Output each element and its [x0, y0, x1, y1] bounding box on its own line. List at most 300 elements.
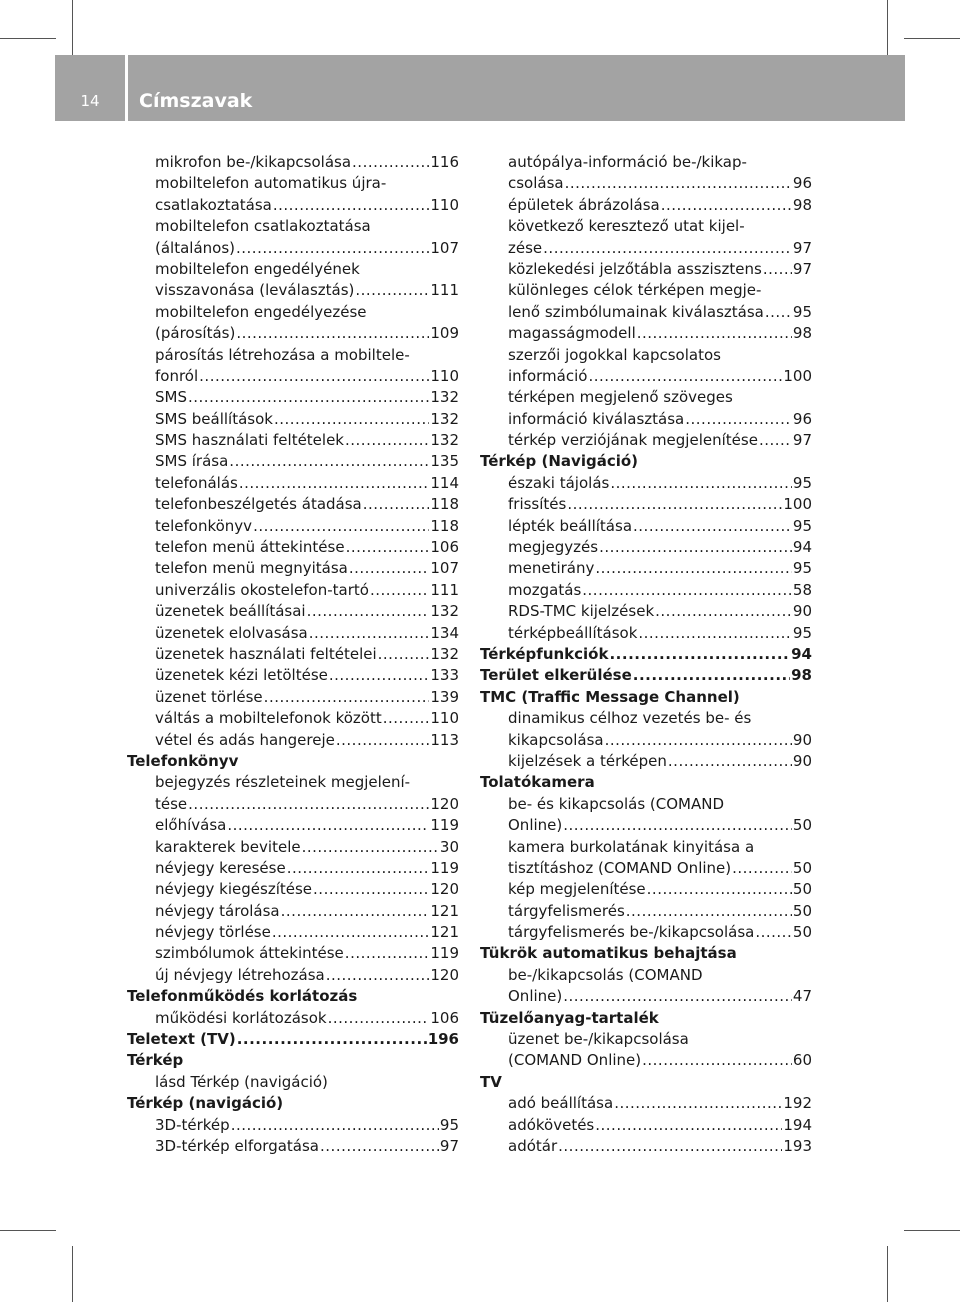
- page-ref: 120: [430, 965, 459, 984]
- dot-leader: [352, 152, 429, 173]
- index-entry: [480, 409, 812, 430]
- index-entry: [127, 708, 459, 729]
- dot-leader: [274, 409, 429, 430]
- page-ref: 96: [792, 409, 812, 428]
- entry-text: térképbeállítások: [508, 623, 638, 642]
- page-ref: 50: [792, 858, 812, 877]
- page-ref: 58: [792, 580, 812, 599]
- entry-text: (COMAND Online): [508, 1051, 642, 1070]
- entry-text: kép megjelenítése: [508, 880, 646, 899]
- dot-leader: [755, 922, 792, 943]
- entry-text: Telefonműködés korlátozás: [127, 987, 358, 1006]
- index-entry: [127, 494, 459, 515]
- entry-text: telefonálás: [155, 473, 238, 492]
- index-entry: [480, 879, 812, 900]
- page-ref: 116: [430, 153, 459, 171]
- index-entry: [480, 537, 812, 558]
- entry-text: információ kiválasztása: [508, 409, 685, 428]
- page-ref: 134: [430, 623, 459, 642]
- dot-leader: [609, 644, 790, 665]
- entry-text: Térképfunkciók: [480, 644, 609, 663]
- page-ref: 90: [792, 751, 812, 770]
- entry-text: megjegyzés: [508, 538, 599, 557]
- dot-leader: [378, 644, 430, 665]
- index-entry: [127, 238, 459, 259]
- dot-leader: [237, 1029, 427, 1050]
- dot-leader: [642, 1050, 792, 1071]
- entry-text: adótár: [508, 1136, 558, 1155]
- entry-text: kijelzések a térképen: [508, 751, 667, 770]
- entry-text: szimbólumok áttekintése: [155, 944, 344, 963]
- page-number: 14: [80, 92, 100, 110]
- page-ref: 119: [430, 816, 459, 835]
- index-entry: [127, 1136, 459, 1157]
- index-entry: [480, 430, 812, 451]
- index-heading: [480, 451, 812, 472]
- entry-text: Tüzelőanyag-tartalék: [480, 1008, 659, 1027]
- dot-leader: [264, 687, 430, 708]
- entry-text: lépték beállítása: [508, 516, 633, 535]
- page-ref: 120: [430, 880, 459, 899]
- entry-text: adó beállítása: [508, 1094, 614, 1113]
- entry-text: SMS használati feltételek: [155, 431, 344, 450]
- entry-text: mikrofon be-/kikapcsolása: [155, 153, 352, 171]
- index-heading: [480, 1072, 812, 1093]
- dot-leader: [565, 173, 792, 194]
- dot-leader: [329, 665, 429, 686]
- crop-mark: [0, 38, 56, 39]
- entry-text: Tolatókamera: [480, 773, 595, 792]
- index-entry: [480, 1115, 812, 1136]
- entry-text: mobiltelefon csatlakoztatása: [155, 217, 371, 236]
- page-ref: 110: [430, 195, 459, 214]
- dot-leader: [188, 794, 429, 815]
- entry-text: magasságmodell: [508, 324, 636, 343]
- dot-leader: [647, 879, 792, 900]
- index-entry: [127, 173, 459, 194]
- entry-text: visszavonása (leválasztás): [155, 281, 355, 300]
- index-entry: [127, 965, 459, 986]
- crop-mark: [904, 38, 960, 39]
- index-heading: [127, 1029, 459, 1050]
- index-entry: [480, 601, 812, 622]
- index-entry: [480, 708, 812, 729]
- index-entry: [480, 751, 812, 772]
- index-entry: [127, 409, 459, 430]
- entry-text: SMS: [155, 388, 187, 407]
- index-entry: [127, 216, 459, 237]
- page-ref: 95: [792, 623, 812, 642]
- entry-text: telefonbeszélgetés átadása: [155, 495, 362, 514]
- entry-text: működési korlátozások: [155, 1008, 327, 1027]
- entry-text: váltás a mobiltelefonok között: [155, 709, 382, 728]
- dot-leader: [313, 879, 429, 900]
- crop-mark: [887, 0, 888, 56]
- entry-text: szerzői jogokkal kapcsolatos: [508, 345, 721, 364]
- index-entry: [127, 195, 459, 216]
- index-entry: [480, 815, 812, 836]
- dot-leader: [345, 943, 430, 964]
- dot-leader: [685, 409, 792, 430]
- index-entry: [480, 580, 812, 601]
- entry-text: menetirány: [508, 559, 595, 578]
- entry-text: Telefonkönyv: [127, 751, 239, 770]
- entry-text: mobiltelefon engedélyének: [155, 259, 360, 278]
- index-heading: [480, 665, 812, 686]
- index-entry: [127, 623, 459, 644]
- dot-leader: [605, 730, 792, 751]
- dot-leader: [309, 623, 430, 644]
- page-ref: 47: [792, 987, 812, 1006]
- index-entry: [127, 473, 459, 494]
- dot-leader: [599, 537, 792, 558]
- index-entry: [127, 665, 459, 686]
- index-column-right: [480, 152, 812, 1157]
- page-ref: 90: [792, 730, 812, 749]
- dot-leader: [626, 901, 792, 922]
- index-entry: [127, 387, 459, 408]
- entry-text: tárgyfelismerés be-/kikapcsolása: [508, 923, 755, 942]
- index-entry: [127, 687, 459, 708]
- entry-text: SMS írása: [155, 452, 229, 471]
- index-entry: [127, 430, 459, 451]
- index-entry: [127, 943, 459, 964]
- dot-leader: [355, 280, 429, 301]
- crop-mark: [887, 1246, 888, 1302]
- dot-leader: [588, 366, 782, 387]
- dot-leader: [281, 901, 430, 922]
- page-ref: 119: [430, 944, 459, 963]
- index-entry: [480, 259, 812, 280]
- index-entry: [480, 901, 812, 922]
- entry-text: épületek ábrázolása: [508, 195, 660, 214]
- dot-leader: [328, 1008, 430, 1029]
- page-ref: 60: [792, 1051, 812, 1070]
- index-entry: [480, 1050, 812, 1071]
- entry-text: üzenet be-/kikapcsolása: [508, 1030, 689, 1049]
- entry-text: 3D-térkép: [155, 1115, 230, 1134]
- entry-text: csatlakoztatása: [155, 195, 272, 214]
- index-entry: [127, 323, 459, 344]
- entry-text: telefonkönyv: [155, 516, 253, 535]
- page-ref: 50: [792, 816, 812, 835]
- entry-text: dinamikus célhoz vezetés be- és: [508, 709, 752, 728]
- page-ref: 121: [430, 901, 459, 920]
- entry-text: karakterek bevitele: [155, 837, 301, 856]
- page-ref: 98: [792, 324, 812, 343]
- entry-text: lenő szimbólumainak kiválasztása: [508, 302, 764, 321]
- index-entry: [127, 858, 459, 879]
- page-ref: 132: [430, 388, 459, 407]
- dot-leader: [633, 665, 790, 686]
- dot-leader: [543, 238, 792, 259]
- index-entry: [480, 238, 812, 259]
- page-ref: 192: [783, 1094, 812, 1113]
- entry-text: fonról: [155, 366, 199, 385]
- dot-leader: [595, 558, 792, 579]
- page-ref: 106: [430, 1008, 459, 1027]
- entry-text: kamera burkolatának kinyitása a: [508, 837, 755, 856]
- page-ref: 111: [430, 281, 459, 300]
- dot-leader: [272, 922, 430, 943]
- entry-text: telefon menü áttekintése: [155, 538, 345, 557]
- page-ref: 97: [439, 1136, 459, 1155]
- page-ref: 107: [430, 559, 459, 578]
- entry-text: Online): [508, 987, 563, 1006]
- index-heading: [127, 1093, 459, 1114]
- page-header: [55, 55, 905, 121]
- page-ref: 110: [430, 709, 459, 728]
- page-ref: 109: [430, 324, 459, 343]
- entry-text: üzenetek használati feltételei: [155, 644, 377, 663]
- index-entry: [480, 345, 812, 366]
- entry-text: üzenetek kézi letöltése: [155, 666, 328, 685]
- dot-leader: [236, 323, 429, 344]
- index-heading: [127, 986, 459, 1007]
- page-ref: 132: [430, 644, 459, 663]
- index-entry: [127, 644, 459, 665]
- page-ref: 95: [792, 473, 812, 492]
- dot-leader: [661, 195, 792, 216]
- page-ref: 121: [430, 923, 459, 942]
- page-ref: 132: [430, 431, 459, 450]
- index-entry: [127, 837, 459, 858]
- entry-text: RDS-TMC kijelzések: [508, 602, 655, 621]
- index-entry: [127, 580, 459, 601]
- entry-text: mozgatás: [508, 580, 582, 599]
- dot-leader: [759, 430, 792, 451]
- index-heading: [480, 772, 812, 793]
- dot-leader: [320, 1136, 439, 1157]
- entry-text: be-/kikapcsolás (COMAND: [508, 965, 703, 984]
- index-entry: [127, 794, 459, 815]
- page-ref: 98: [792, 195, 812, 214]
- crop-mark: [72, 0, 73, 56]
- page-ref: 97: [792, 259, 812, 278]
- entry-text: északi tájolás: [508, 473, 610, 492]
- page-ref: 50: [792, 880, 812, 899]
- index-entry: [127, 1008, 459, 1029]
- entry-text: Tükrök automatikus behajtása: [480, 944, 737, 963]
- index-heading: [480, 943, 812, 964]
- index-entry: [127, 152, 459, 173]
- entry-text: bejegyzés részleteinek megjelení-: [155, 773, 411, 792]
- entry-text: névjegy keresése: [155, 858, 286, 877]
- page-ref: 113: [430, 730, 459, 749]
- dot-leader: [307, 601, 430, 622]
- page-ref: 114: [430, 473, 459, 492]
- entry-text: csolása: [508, 174, 564, 193]
- page-ref: 100: [783, 366, 812, 385]
- index-heading: [127, 751, 459, 772]
- header-divider: [125, 55, 128, 121]
- dot-leader: [346, 537, 430, 558]
- dot-leader: [273, 195, 430, 216]
- page-ref: 111: [430, 580, 459, 599]
- dot-leader: [567, 494, 782, 515]
- entry-text: tése: [155, 794, 188, 813]
- index-entry: [127, 558, 459, 579]
- page-ref: 118: [430, 495, 459, 514]
- index-column-left: [127, 152, 459, 1157]
- dot-leader: [345, 430, 429, 451]
- entry-text: Térkép: [127, 1051, 184, 1070]
- page-title: Címszavak: [139, 90, 253, 112]
- index-entry: [480, 473, 812, 494]
- page-ref: 133: [430, 666, 459, 685]
- entry-text: Terület elkerülése: [480, 666, 632, 685]
- dot-leader: [383, 708, 430, 729]
- dot-leader: [229, 451, 429, 472]
- index-entry: [127, 879, 459, 900]
- dot-leader: [595, 1115, 782, 1136]
- index-entry: [480, 986, 812, 1007]
- index-entry: [480, 516, 812, 537]
- index-entry: [480, 152, 812, 173]
- crop-mark: [72, 1246, 73, 1302]
- page-ref: 120: [430, 794, 459, 813]
- page-ref: 95: [792, 559, 812, 578]
- dot-leader: [236, 238, 429, 259]
- index-entry: [480, 366, 812, 387]
- page-ref: 95: [792, 302, 812, 321]
- entry-text: 3D-térkép elforgatása: [155, 1136, 320, 1155]
- dot-leader: [239, 473, 430, 494]
- dot-leader: [287, 858, 430, 879]
- entry-text: Teletext (TV): [127, 1030, 236, 1049]
- page-ref: 97: [792, 431, 812, 450]
- index-entry: [127, 345, 459, 366]
- index-entry: [480, 965, 812, 986]
- dot-leader: [610, 473, 792, 494]
- page-ref: 98: [791, 666, 812, 685]
- index-entry: [480, 216, 812, 237]
- entry-text: vétel és adás hangereje: [155, 730, 335, 749]
- dot-leader: [582, 580, 792, 601]
- entry-text: tisztításhoz (COMAND Online): [508, 858, 732, 877]
- entry-text: névjegy tárolása: [155, 901, 280, 920]
- dot-leader: [370, 580, 429, 601]
- page-ref: 30: [439, 837, 459, 856]
- index-entry: [127, 922, 459, 943]
- dot-leader: [227, 815, 429, 836]
- entry-text: be- és kikapcsolás (COMAND: [508, 794, 725, 813]
- index-entry: [480, 1136, 812, 1157]
- index-entry: [480, 794, 812, 815]
- dot-leader: [188, 387, 429, 408]
- index-entry: [480, 922, 812, 943]
- index-entry: [127, 772, 459, 793]
- index-entry: [480, 302, 812, 323]
- page-ref: 107: [430, 238, 459, 257]
- entry-text: adókövetés: [508, 1115, 595, 1134]
- page-ref: 132: [430, 409, 459, 428]
- index-entry: [480, 195, 812, 216]
- entry-text: következő keresztező utat kijel-: [508, 217, 745, 236]
- entry-text: kikapcsolása: [508, 730, 604, 749]
- dot-leader: [231, 1115, 439, 1136]
- dot-leader: [253, 516, 429, 537]
- dot-leader: [326, 965, 430, 986]
- page-ref: 193: [783, 1136, 812, 1155]
- page-ref: 106: [430, 538, 459, 557]
- index-entry: [480, 494, 812, 515]
- index-entry: [480, 280, 812, 301]
- index-entry: [127, 601, 459, 622]
- dot-leader: [633, 516, 792, 537]
- entry-text: zése: [508, 238, 543, 257]
- index-heading: [480, 644, 812, 665]
- entry-text: mobiltelefon automatikus újra-: [155, 174, 387, 193]
- entry-text: közlekedési jelzőtábla asszisztens: [508, 259, 762, 278]
- page-ref: 94: [792, 538, 812, 557]
- entry-text: autópálya-információ be-/kikap-: [508, 153, 747, 171]
- index-entry: [480, 1093, 812, 1114]
- index-heading: [480, 1008, 812, 1029]
- entry-text: üzenetek elolvasása: [155, 623, 308, 642]
- index-entry: [127, 901, 459, 922]
- entry-text: Térkép (navigáció): [127, 1094, 284, 1113]
- index-heading: [127, 1050, 459, 1071]
- page-ref: 90: [792, 602, 812, 621]
- dot-leader: [638, 623, 792, 644]
- page-ref: 95: [439, 1115, 459, 1134]
- entry-text: (párosítás): [155, 324, 236, 343]
- dot-leader: [763, 259, 792, 280]
- dot-leader: [558, 1136, 782, 1157]
- index-entry: [127, 366, 459, 387]
- index-heading: [480, 687, 812, 708]
- index-entry: [480, 837, 812, 858]
- page-ref: 50: [792, 923, 812, 942]
- index-entry: [127, 537, 459, 558]
- dot-leader: [336, 730, 429, 751]
- index-entry: [127, 730, 459, 751]
- index-entry: [480, 1029, 812, 1050]
- entry-text: tárgyfelismerés: [508, 901, 625, 920]
- entry-text: SMS beállítások: [155, 409, 273, 428]
- page-ref: 135: [430, 452, 459, 471]
- entry-text: Térkép (Navigáció): [480, 452, 639, 471]
- page-ref: 110: [430, 366, 459, 385]
- entry-text: előhívása: [155, 816, 227, 835]
- entry-text: lásd Térkép (navigáció): [155, 1072, 328, 1091]
- entry-text: névjegy törlése: [155, 923, 271, 942]
- entry-text: üzenetek beállításai: [155, 602, 306, 621]
- index-entry: [480, 558, 812, 579]
- dot-leader: [655, 601, 792, 622]
- entry-text: névjegy kiegészítése: [155, 880, 313, 899]
- dot-leader: [668, 751, 792, 772]
- entry-text: különleges célok térképen megje-: [508, 281, 762, 300]
- page-ref: 119: [430, 858, 459, 877]
- entry-text: párosítás létrehozása a mobiltele-: [155, 345, 410, 364]
- entry-text: információ: [508, 366, 588, 385]
- page-ref: 196: [427, 1030, 459, 1049]
- index-entry: [127, 1115, 459, 1136]
- index-entry: [480, 858, 812, 879]
- entry-text: frissítés: [508, 495, 567, 514]
- page-ref: 118: [430, 516, 459, 535]
- crop-mark: [0, 1230, 56, 1231]
- index-entry: [480, 623, 812, 644]
- index-entry: [127, 280, 459, 301]
- index-entry: [480, 730, 812, 751]
- entry-text: térkép verziójának megjelenítése: [508, 431, 758, 450]
- index-entry: [127, 302, 459, 323]
- page-ref: 97: [792, 238, 812, 257]
- index-entry: [127, 451, 459, 472]
